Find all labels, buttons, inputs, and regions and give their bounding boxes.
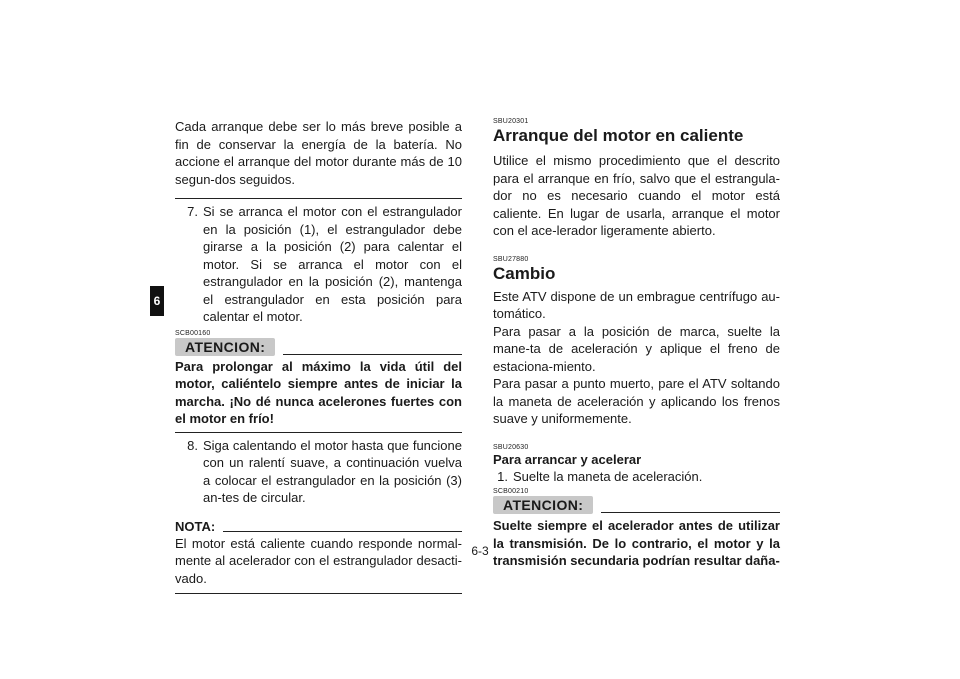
caution-code: SCB00210 — [493, 488, 529, 495]
divider — [175, 593, 462, 594]
step-number: 8. — [187, 437, 198, 453]
step-number: 1. — [497, 468, 508, 484]
caution-code: SCB00160 — [175, 329, 211, 337]
right-column — [493, 118, 780, 570]
chapter-tab: 6 — [150, 286, 164, 316]
caution-rule — [601, 512, 780, 513]
section-code: SBU27880 — [493, 255, 529, 263]
caution-text: Suelte siempre el acelerador antes de utilizar la transmisión. De lo contrario, el motor y la transmisión secundaria podrían resultar daña- — [493, 518, 780, 568]
step-text: Si se arranca el motor con el estrangulador en la posición (1), el estrangulador debe girarse a la posición (2) para calentar el motor. Si se arranca el motor con el estrangulador en la posición (2), mantenga el estrangulador en esta posición para calentar el motor. — [203, 204, 462, 324]
step-1 — [493, 468, 780, 486]
divider — [175, 432, 462, 433]
caution-header — [175, 338, 462, 356]
section-paragraph: Utilice el mismo procedimiento que el descrito para el arranque en frío, salvo que el estrangula-dor no es necesario cuando el motor está caliente. En lugar de usarla, arranque el motor con el ace-lerador ligeramente abierto. — [493, 153, 780, 238]
section-subtitle: Para arrancar y acelerar — [493, 451, 642, 467]
caution-badge: ATENCION: — [175, 338, 275, 356]
note-label: NOTA: — [175, 518, 216, 534]
step-text: Siga calentando el motor hasta que funcione con un ralentí suave, a continuación vuelva a colocar el estrangulador en la posición (3) an-tes de circular. — [203, 437, 462, 505]
section-paragraph: Para pasar a la posición de marca, suelte la mane-ta de aceleración y aplique el freno de estaciona-miento. — [493, 323, 780, 374]
note-rule — [223, 531, 462, 532]
section-code: SBU20301 — [493, 118, 529, 125]
step-number: 7. — [187, 204, 198, 219]
note-header — [175, 518, 462, 535]
caution-badge: ATENCION: — [493, 496, 593, 514]
caution-text: Para prolongar al máximo la vida útil del motor, caliéntelo siempre antes de iniciar la marcha. ¡No dé nunca acelerones fuertes con el motor en frío! — [175, 358, 462, 426]
section-paragraph: Para pasar a punto muerto, pare el ATV soltando la maneta de aceleración y aplicando los frenos suave y uniformemente. — [493, 376, 780, 426]
section-title: Arranque del motor en caliente — [493, 126, 744, 145]
step-8 — [175, 437, 462, 507]
section-paragraph: Este ATV dispone de un embrague centrífugo au-tomático. — [493, 288, 780, 321]
left-column — [175, 118, 462, 594]
caution-rule — [283, 354, 462, 355]
intro-paragraph: Cada arranque debe ser lo más breve posible a fin de conservar la energía de la batería. No accione el arranque del motor durante más de 10 segun-dos seguidos. — [175, 119, 462, 187]
page-number: 6-3 — [471, 544, 489, 558]
divider — [175, 198, 462, 199]
note-text: El motor está caliente cuando responde normal-mente al acelerador con el estrangulador desacti-vado. — [175, 535, 462, 586]
step-text: Suelte la maneta de aceleración. — [513, 468, 703, 484]
caution-header — [493, 496, 780, 514]
section-code: SBU20630 — [493, 443, 529, 451]
section-title: Cambio — [493, 263, 556, 283]
step-7 — [175, 203, 462, 326]
